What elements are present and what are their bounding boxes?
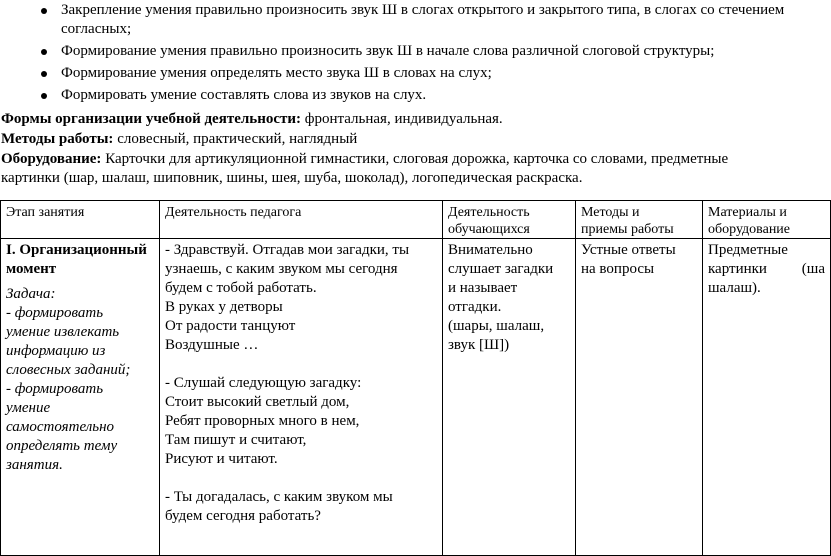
student-cell bbox=[443, 239, 576, 556]
bullet-icon bbox=[41, 93, 47, 99]
stage-task-line: умение bbox=[6, 400, 51, 416]
teacher-line: будем с тобой работать. bbox=[165, 280, 317, 296]
equipment-label: Оборудование: bbox=[1, 151, 102, 167]
student-line: слушает загадки bbox=[448, 261, 554, 277]
teacher-line: будем сегодня работать? bbox=[165, 508, 321, 524]
materials-cell bbox=[703, 239, 831, 556]
student-line: звук [Ш]) bbox=[448, 337, 510, 353]
stage-cell bbox=[1, 239, 160, 556]
teacher-line: - Слушай следующую загадку: bbox=[165, 375, 362, 391]
student-line: (шары, шалаш, bbox=[448, 318, 545, 334]
stage-task-line: Задача: bbox=[6, 286, 56, 302]
methods-label: Методы работы: bbox=[1, 131, 114, 147]
equipment-value: Карточки для артикуляционной гимнастики, слоговая дорожка, карточка со словами, предметные bbox=[101, 151, 729, 167]
stage-task-line: информацию из bbox=[6, 343, 106, 359]
stage-title: I. Организационный bbox=[6, 242, 147, 258]
header-methods: Методы и приемы работы bbox=[576, 201, 703, 239]
teacher-line: Стоит высокий светлый дом, bbox=[165, 394, 350, 410]
materials-line: шалаш). bbox=[708, 280, 761, 296]
goal-item bbox=[0, 1, 816, 39]
teacher-line: В руках у детворы bbox=[165, 299, 283, 315]
goal-text: Формировать умение составлять слова из звуков на слух. bbox=[61, 87, 427, 103]
methods-cell bbox=[576, 239, 703, 556]
materials-line: Предметные bbox=[708, 242, 788, 258]
table-row bbox=[1, 239, 831, 556]
student-line: и называет bbox=[448, 280, 518, 296]
stage-task-line: определять тему bbox=[6, 438, 118, 454]
methods-line: Устные ответы bbox=[581, 242, 676, 258]
goals-list bbox=[0, 1, 816, 108]
teacher-line: Воздушные … bbox=[165, 337, 259, 353]
bullet-icon bbox=[41, 8, 47, 14]
header-materials: Материалы и оборудование bbox=[703, 201, 831, 239]
header-student: Деятельность обучающихся bbox=[443, 201, 576, 239]
materials-line-justified: картинки (ша bbox=[708, 261, 825, 277]
teacher-cell bbox=[160, 239, 443, 556]
goal-item bbox=[0, 86, 816, 105]
goal-item bbox=[0, 64, 816, 83]
stage-task-line: умение извлекать bbox=[6, 324, 120, 340]
stage-task-line: - формировать bbox=[6, 381, 104, 397]
stage-task-line: занятия. bbox=[6, 457, 63, 473]
forms-value: фронтальная, индивидуальная. bbox=[301, 111, 503, 127]
bullet-icon bbox=[41, 71, 47, 77]
goal-text: Закрепление умения правильно произносить звук Ш в слогах открытого и закрытого типа, в слогах со стечением bbox=[61, 2, 785, 18]
teacher-line: - Здравствуй. Отгадав мои загадки, ты bbox=[165, 242, 410, 258]
stage-task-line: - формировать bbox=[6, 305, 104, 321]
table-header-row bbox=[1, 201, 831, 239]
header-teacher: Деятельность педагога bbox=[160, 201, 443, 239]
lesson-plan-table bbox=[0, 200, 831, 556]
teacher-line: Ребят проворных много в нем, bbox=[165, 413, 360, 429]
student-line: Внимательно bbox=[448, 242, 533, 258]
stage-task-line: словесных заданий; bbox=[6, 362, 131, 378]
teacher-line: Рисуют и читают. bbox=[165, 451, 278, 467]
teacher-line: - Ты догадалась, с каким звуком мы bbox=[165, 489, 393, 505]
goal-text: Формирование умения определять место звука Ш в словах на слух; bbox=[61, 65, 492, 81]
methods-value: словесный, практический, наглядный bbox=[113, 131, 358, 147]
equipment-line-continued: картинки (шар, шалаш, шиповник, шины, шея, шуба, шоколад), логопедическая раскраска. bbox=[1, 170, 583, 186]
goal-text-continued: согласных; bbox=[61, 21, 132, 37]
teacher-line: От радости танцуют bbox=[165, 318, 296, 334]
forms-label: Формы организации учебной деятельности: bbox=[1, 111, 302, 127]
student-line: отгадки. bbox=[448, 299, 502, 315]
teacher-line: Там пишут и считают, bbox=[165, 432, 307, 448]
methods-line: на вопросы bbox=[581, 261, 655, 277]
bullet-icon bbox=[41, 49, 47, 55]
goal-text: Формирование умения правильно произносить звук Ш в начале слова различной слоговой структуры; bbox=[61, 43, 715, 59]
equipment-line bbox=[1, 150, 801, 169]
forms-line bbox=[1, 110, 801, 129]
teacher-line: узнаешь, с каким звуком мы сегодня bbox=[165, 261, 398, 277]
stage-title-continued: момент bbox=[6, 261, 57, 277]
header-stage: Этап занятия bbox=[1, 201, 160, 239]
stage-task-line: самостоятельно bbox=[6, 419, 115, 435]
methods-line bbox=[1, 130, 801, 149]
goal-item bbox=[0, 42, 816, 61]
